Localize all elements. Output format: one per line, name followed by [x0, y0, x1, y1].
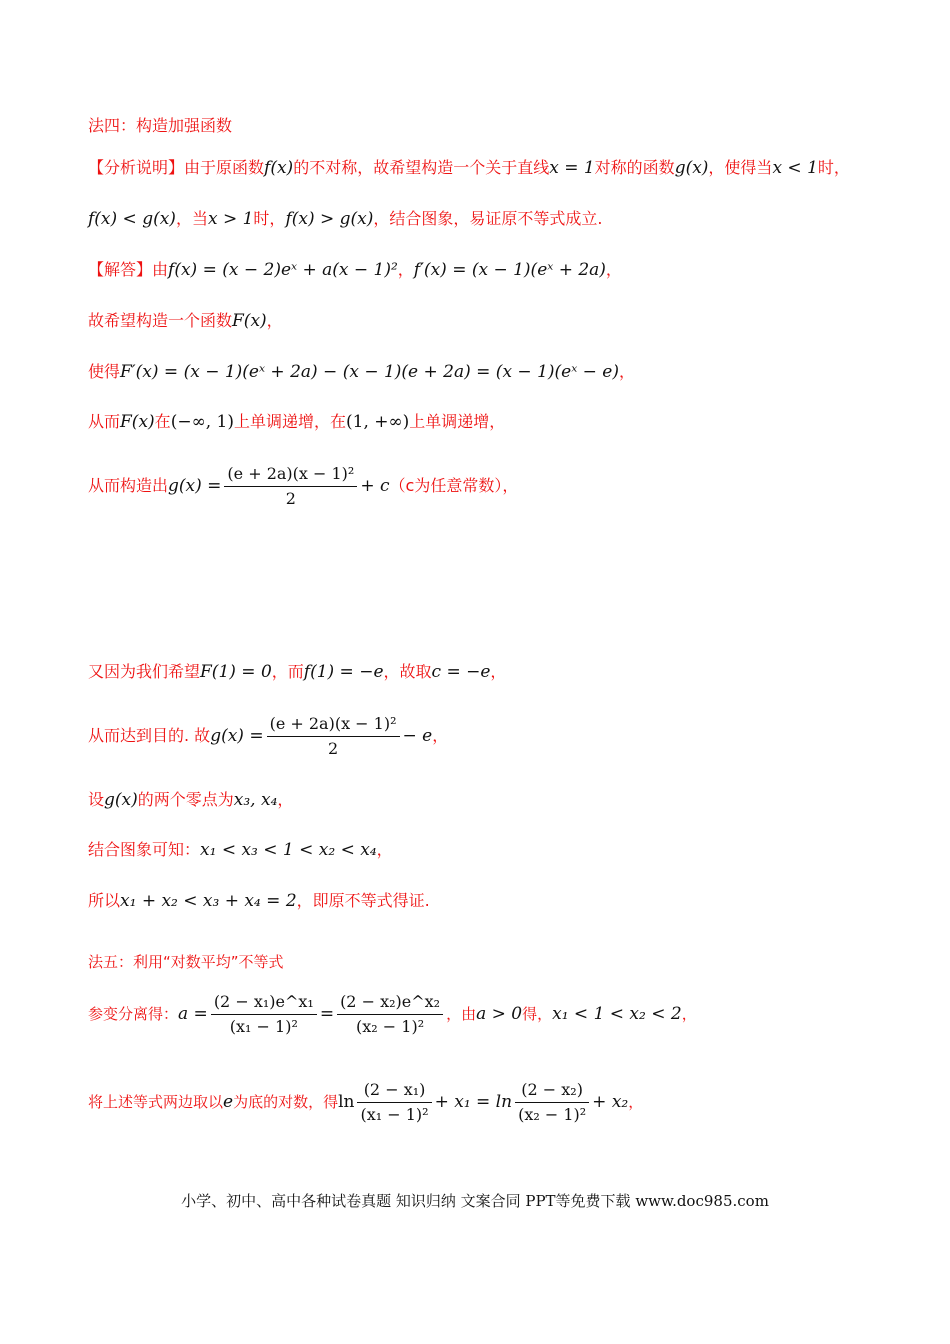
solution-tag: 【解答】: [88, 260, 153, 279]
g-fraction: $\frac{\text{(e + 2a)(x − 1)²}}{2}$: [224, 462, 357, 511]
construct-F-line: 故希望构造一个函数F(x)，: [88, 311, 283, 331]
graph-ineq-line: 结合图象可知：x₁ < x₃ < 1 < x₂ < x₄，: [88, 840, 393, 860]
method4-heading: 法四：构造加强函数: [88, 116, 233, 135]
log-line: 将上述等式两边取以e为底的对数，得ln $\frac{\text{(2 − x₁)}}{\text{(x₁ − 1)²}}$ + x₁ = ln $\frac{\text{(2 − x₂)}}{\text{(x₂ − 1)²}}$ + x₂，: [88, 1078, 643, 1127]
construct-g-line: 从而构造出g(x) = $\frac{\text{(e + 2a)(x − 1)²}}{2}$ + c（c为任意常数），: [88, 462, 518, 511]
frac-1: $\frac{\text{(2 − x₁)e\textasciicircum{}x₁}}{\text{(x₁ − 1)²}}$: [211, 990, 317, 1039]
g-final-fraction: $\frac{\text{(e + 2a)(x − 1)²}}{2}$: [267, 712, 400, 761]
param-sep-line: 参变分离得：a = $\frac{\text{(2 − x₁)e\textasciicircum{}x₁}}{\text{(x₁ − 1)²}}$ = $\frac{\text{(2 − x₂)e\textasciicircum{}x₂}}{\text{(x₂ − 1)²}}$ ，由a > 0得，x₁ < 1 < x₂ < 2，: [88, 990, 697, 1039]
final-g-line: 从而达到目的. 故g(x) = $\frac{\text{(e + 2a)(x − 1)²}}{2}$ − e，: [88, 712, 448, 761]
frac-2: $\frac{\text{(2 − x₂)e\textasciicircum{}x₂}}{\text{(x₂ − 1)²}}$: [337, 990, 443, 1039]
analysis-line-1: 【分析说明】由于原函数f(x)的不对称，故希望构造一个关于直线x = 1对称的函数g(x)，使得当x < 1时，: [88, 158, 850, 178]
analysis-tag: 【分析说明】: [88, 158, 185, 177]
zeros-line: 设g(x)的两个零点为x₃, x₄，: [88, 790, 294, 810]
method5-heading: 法五：利用“对数平均”不等式: [88, 953, 284, 971]
monotonic-line: 从而F(x)在(−∞, 1)上单调递增，在(1, +∞)上单调递增，: [88, 412, 506, 432]
frac-3: $\frac{\text{(2 − x₁)}}{\text{(x₁ − 1)²}}$: [357, 1078, 431, 1127]
F1-line: 又因为我们希望F(1) = 0，而f(1) = −e，故取c = −e，: [88, 662, 507, 682]
conclusion-line: 所以x₁ + x₂ < x₃ + x₄ = 2，即原不等式得证.: [88, 891, 430, 911]
solution-line: 【解答】由f(x) = (x − 2)eˣ + a(x − 1)²，f′(x) = (x − 1)(eˣ + 2a)，: [88, 260, 622, 280]
Fprime-line: 使得F′(x) = (x − 1)(eˣ + 2a) − (x − 1)(e + 2a) = (x − 1)(eˣ − e)，: [88, 362, 636, 382]
analysis-line-2: f(x) < g(x)，当x > 1时，f(x) > g(x)，结合图象，易证原不等式成立.: [88, 209, 603, 229]
page-footer: 小学、初中、高中各种试卷真题 知识归纳 文案合同 PPT等免费下载 www.doc985.com: [181, 1192, 769, 1210]
frac-4: $\frac{\text{(2 − x₂)}}{\text{(x₂ − 1)²}}$: [515, 1078, 589, 1127]
